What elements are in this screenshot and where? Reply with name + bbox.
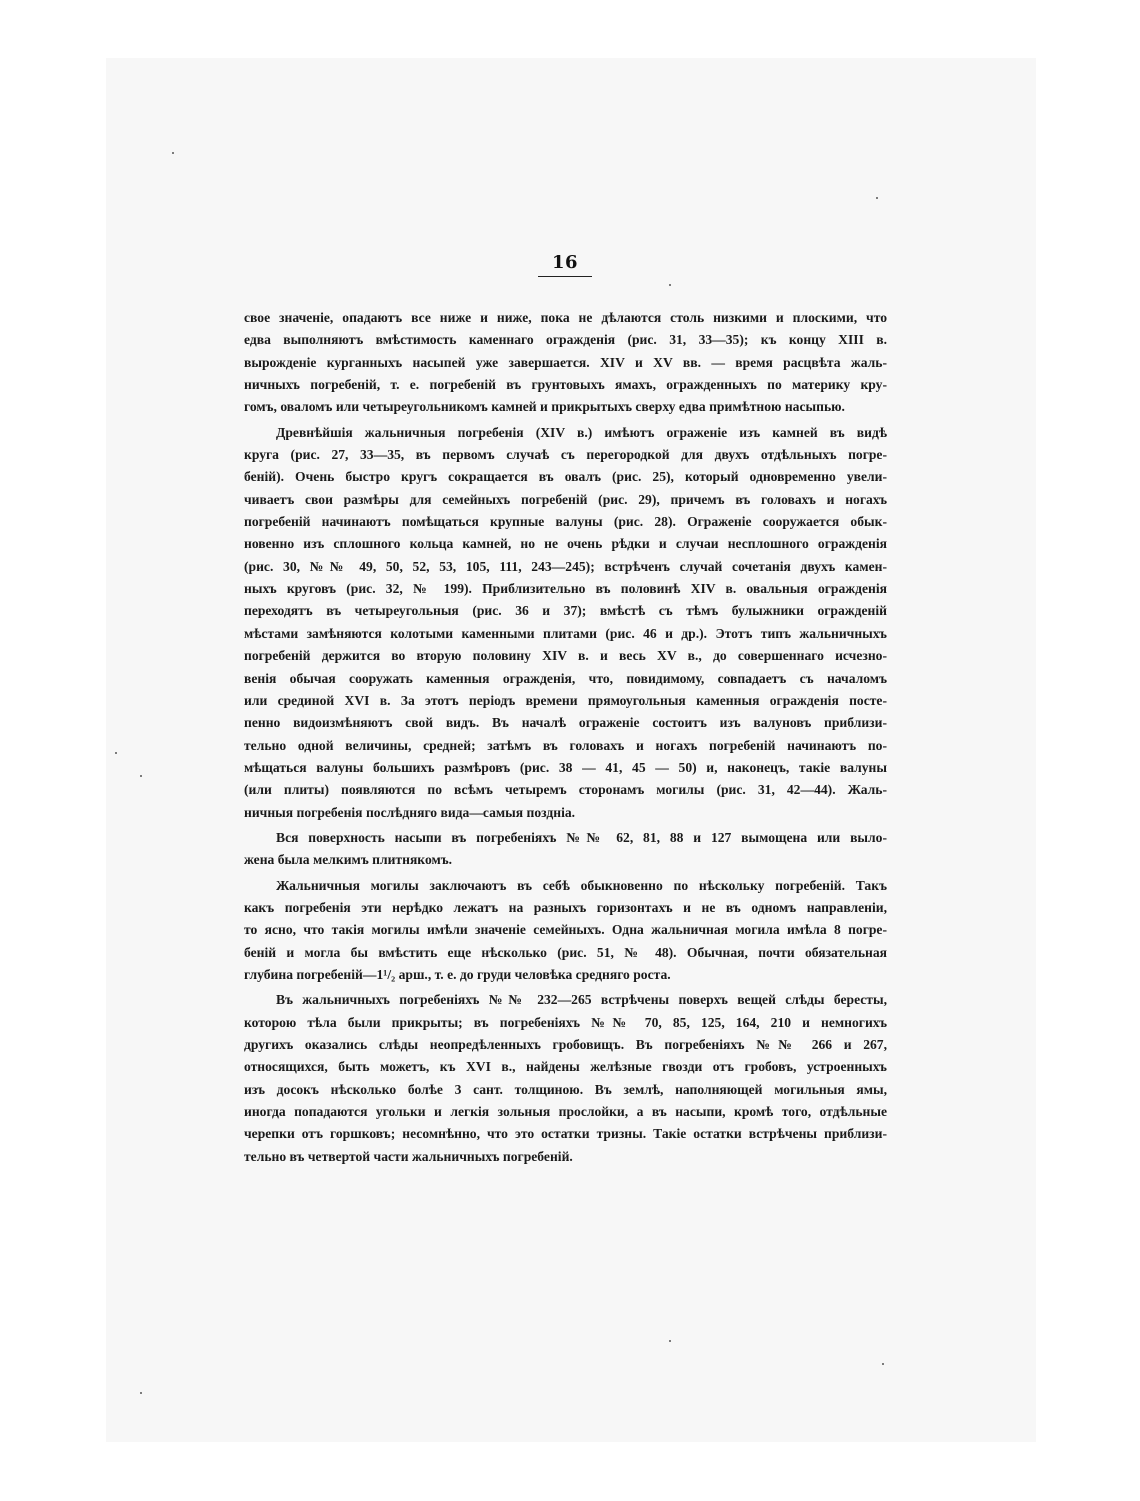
paragraph: [244, 989, 887, 1168]
scan-speck: [669, 1340, 671, 1342]
text-line: чиваетъ свои размѣры для семейныхъ погребеній (рис. 29), причемъ въ головахъ и ногахъ: [244, 491, 887, 507]
text-line: изъ досокъ нѣсколько болѣе 3 сант. толщиною. Въ землѣ, наполняющей могильныя ямы,: [244, 1081, 887, 1097]
text-line: ныхъ круговъ (рис. 32, № 199). Приблизительно въ половинѣ XIV в. овальныя огражденія: [244, 581, 887, 597]
text-line: пенно видоизмѣняютъ свой видъ. Въ началѣ ограженіе состоитъ изъ валуновъ приблизи-: [244, 715, 887, 731]
text-line: Вся поверхность насыпи въ погребеніяхъ №№ 62, 81, 88 и 127 вымощена или выло-: [276, 829, 887, 845]
text-line: какъ погребенія эти нерѣдко лежатъ на разныхъ горизонтахъ и не въ одномъ направленіи,: [244, 899, 887, 915]
text-line: то ясно, что такія могилы имѣли значеніе семейныхъ. Одна жальничная могила имѣла 8 погре-: [244, 922, 887, 938]
text-line: погребеній начинаютъ помѣщаться крупные валуны (рис. 28). Ограженіе сооружается обык-: [244, 514, 887, 530]
text-line: беній и могла бы вмѣстить еще нѣсколько (рис. 51, № 48). Обычная, почти обязательная: [244, 944, 887, 960]
text-line: жена была мелкимъ плитнякомъ.: [244, 852, 453, 868]
text-line: глубина погребеній—1¹/₂ арш., т. е. до груди человѣка средняго роста.: [244, 966, 671, 982]
scan-speck: [669, 284, 671, 286]
scan-speck: [172, 152, 174, 154]
text-line: или срединой XVI в. За этотъ періодъ времени прямоугольныя каменныя огражденія посте-: [244, 692, 887, 708]
scan-speck: [876, 197, 878, 199]
text-line: новенно изъ сплошного кольца камней, но не очень рѣдки и случаи несплошного огражденія: [244, 536, 887, 552]
paragraph: [244, 307, 887, 419]
text-line: относящихся, быть можетъ, къ XVI в., найдены желѣзные гвозди отъ гробовъ, устроенныхъ: [244, 1059, 887, 1075]
text-line: Древнѣйшія жальничныя погребенія (XIV в.) имѣютъ ограженіе изъ камней въ видѣ: [276, 424, 887, 440]
text-line: венія обычая сооружать каменныя огражденія, что, повидимому, совпадаетъ съ началомъ: [244, 670, 887, 686]
text-line: свое значеніе, опадаютъ все ниже и ниже, пока не дѣлаются столь низкими и плоскими, что: [244, 310, 887, 325]
body-text: [244, 307, 887, 1168]
text-line: беній). Очень быстро кругъ сокращается въ овалъ (рис. 25), который одновременно увели-: [244, 469, 887, 485]
text-line: Жальничныя могилы заключаютъ въ себѣ обыкновенно по нѣскольку погребеній. Такъ: [276, 877, 887, 893]
page-number-underline: [538, 276, 592, 277]
text-line: ничныхъ погребеній, т. е. погребеній въ грунтовыхъ ямахъ, огражденныхъ по материку кру-: [244, 377, 887, 393]
paragraph: [244, 422, 887, 824]
text-line: иногда попадаются угольки и легкія зольныя прослойки, а въ насыпи, кромѣ того, отдѣльные: [244, 1104, 887, 1120]
text-line: едва выполняютъ вмѣстимость каменнаго огражденія (рис. 31, 33—35); къ концу XIII в.: [244, 332, 887, 348]
text-line: переходятъ въ четыреугольныя (рис. 36 и 37); вмѣстѣ съ тѣмъ булыжники огражденій: [244, 603, 887, 619]
text-line: тельно въ четвертой части жальничныхъ погребеній.: [244, 1148, 573, 1164]
text-line: (или плиты) появляются по всѣмъ четыремъ сторонамъ могилы (рис. 31, 42—44). Жаль-: [244, 782, 887, 798]
scan-speck: [140, 775, 142, 777]
text-line: тельно одной величины, средней; затѣмъ въ головахъ и ногахъ погребеній начинаютъ по-: [244, 737, 887, 753]
text-line: мѣщаться валуны большихъ размѣровъ (рис. 38 — 41, 45 — 50) и, наконецъ, такіе валуны: [244, 759, 887, 775]
text-line: ничныя погребенія послѣдняго вида—самыя поздніа.: [244, 804, 576, 820]
page-number: 16: [551, 252, 579, 273]
text-line: черепки отъ горшковъ; несомнѣнно, что это остатки тризны. Такіе остатки встрѣчены приблизи-: [244, 1126, 887, 1142]
text-line: мѣстами замѣняются колотыми каменными плитами (рис. 46 и др.). Этотъ типъ жальничныхъ: [244, 625, 887, 641]
text-line: круга (рис. 27, 33—35, въ первомъ случаѣ съ перегородкой для двухъ отдѣльныхъ погре-: [244, 447, 887, 463]
scan-speck: [115, 752, 117, 754]
scan-speck: [882, 1363, 884, 1365]
text-line: другихъ оказались слѣды неопредѣленныхъ гробовищъ. Въ погребеніяхъ №№ 266 и 267,: [244, 1037, 887, 1052]
paragraph: [244, 827, 887, 872]
text-line: Въ жальничныхъ погребеніяхъ №№ 232—265 встрѣчены поверхъ вещей слѣды бересты,: [276, 992, 887, 1008]
text-line: вырожденіе курганныхъ насыпей уже завершается. XIV и XV вв. — время расцвѣта жаль-: [244, 354, 887, 370]
scan-speck: [140, 1392, 142, 1394]
text-line: (рис. 30, №№ 49, 50, 52, 53, 105, 111, 243—245); встрѣченъ случай сочетанія двухъ камен-: [244, 558, 887, 574]
paragraph: [244, 875, 887, 987]
text-line: которою тѣла были прикрыты; въ погребеніяхъ №№ 70, 85, 125, 164, 210 и немногихъ: [244, 1014, 887, 1030]
text-line: гомъ, оваломъ или четыреугольникомъ камней и прикрытыхъ сверху едва примѣтною насыпью.: [244, 399, 845, 415]
text-line: погребеній держится во вторую половину XIV в. и весь XV в., до совершеннаго исчезно-: [244, 648, 887, 664]
